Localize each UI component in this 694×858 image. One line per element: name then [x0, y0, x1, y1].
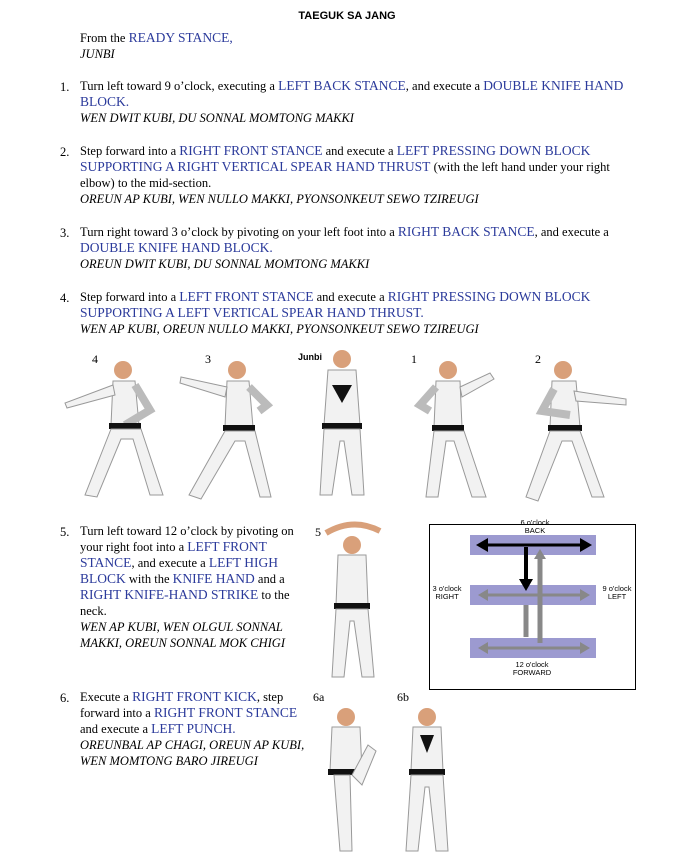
- keyword-text: LEFT HIGH BLOCK: [80, 555, 278, 586]
- keyword-text: KNIFE HAND: [172, 571, 255, 586]
- diagram-label-back: 6 o'clock BACK: [520, 518, 550, 535]
- keyword-text: LEFT FRONT STANCE: [80, 539, 267, 570]
- diagram-label-left: 9 o'clock LEFT: [602, 584, 632, 601]
- step-number: 3.: [60, 226, 70, 240]
- keyword-text: DOUBLE KNIFE HAND BLOCK.: [80, 78, 624, 109]
- photo-step-1: [410, 355, 500, 510]
- step-4: [80, 289, 620, 337]
- photo-label-5: 5: [315, 525, 321, 539]
- photo-label-1: 1: [411, 352, 417, 366]
- instruction-text: Step forward into a: [80, 144, 180, 158]
- keyword-text: RIGHT BACK STANCE: [397, 224, 535, 239]
- instruction-text: with the: [125, 572, 173, 586]
- keyword-text: RIGHT FRONT KICK: [132, 689, 257, 704]
- photo-step-6b: [402, 705, 452, 855]
- photo-step-3: [175, 355, 275, 510]
- step-korean: WEN DWIT KUBI, DU SONNAL MOMTONG MAKKI: [80, 111, 354, 125]
- keyword-text: DOUBLE KNIFE HAND BLOCK.: [80, 240, 273, 255]
- direction-diagram: [429, 518, 636, 690]
- keyword-text: LEFT PUNCH.: [151, 721, 236, 736]
- step-korean: OREUN DWIT KUBI, DU SONNAL MOMTONG MAKKI: [80, 257, 370, 271]
- diagram-label-forward: 12 o'clock FORWARD: [512, 660, 552, 677]
- step-1: [80, 78, 640, 126]
- step-number: 1.: [60, 80, 70, 94]
- step-korean: WEN AP KUBI, WEN OLGUL SONNAL MAKKI, OREUN SONNAL MOK CHIGI: [80, 620, 285, 650]
- instruction-text: Execute a: [80, 690, 133, 704]
- photo-label-2: 2: [535, 352, 541, 366]
- photo-label-6b: 6b: [397, 690, 409, 704]
- diagram-label-right: 3 o'clock RIGHT: [432, 584, 462, 601]
- intro-text: From the: [80, 31, 129, 45]
- keyword-text: RIGHT PRESSING DOWN BLOCK SUPPORTING A LEFT VERTICAL SPEAR HAND THRUST.: [80, 289, 591, 320]
- instruction-text: and execute a: [322, 144, 397, 158]
- instruction-text: Turn right toward 3 o’clock by pivoting on your left foot into a: [80, 225, 398, 239]
- instruction-text: and execute a: [313, 290, 388, 304]
- step-3: [80, 224, 625, 272]
- instruction-text: to the neck.: [80, 588, 290, 618]
- instruction-text: and a: [254, 572, 285, 586]
- instruction-text: , and execute a: [131, 556, 209, 570]
- instruction-text: Step forward into a: [80, 290, 180, 304]
- step-korean: OREUN AP KUBI, WEN NULLO MAKKI, PYONSONKEUT SEWO TZIREUGI: [80, 192, 479, 206]
- instruction-text: , step forward into a: [80, 690, 284, 720]
- photo-label-junbi: Junbi: [298, 352, 322, 362]
- photo-junbi: [312, 345, 372, 510]
- step-korean: OREUNBAL AP CHAGI, OREUN AP KUBI, WEN MOMTONG BARO JIREUGI: [80, 738, 305, 768]
- keyword-text: RIGHT FRONT STANCE: [179, 143, 323, 158]
- instruction-text: Turn left toward 12 o’clock by pivoting on your right foot into a: [80, 524, 294, 554]
- step-text: [80, 523, 305, 619]
- instruction-text: , and execute a: [534, 225, 609, 239]
- step-2: [80, 143, 625, 207]
- photo-label-4: 4: [92, 352, 98, 366]
- instruction-text: (with the left hand under your right elbow) to the mid-section.: [80, 160, 610, 190]
- photo-label-6a: 6a: [313, 690, 325, 704]
- step-korean: WEN AP KUBI, OREUN NULLO MAKKI, PYONSONKEUT SEWO TZIREUGI: [80, 322, 479, 336]
- step-number: 6.: [60, 691, 70, 705]
- photo-step-5: [318, 515, 388, 685]
- instruction-text: Turn left toward 9 o’clock, executing a: [80, 79, 279, 93]
- keyword-text: LEFT PRESSING DOWN BLOCK SUPPORTING A RIGHT VERTICAL SPEAR HAND THRUST: [80, 143, 591, 174]
- step-text: [80, 289, 620, 321]
- instruction-text: , and execute a: [405, 79, 484, 93]
- photo-label-3: 3: [205, 352, 211, 366]
- page-title: TAEGUK SA JANG: [298, 10, 396, 22]
- step-number: 5.: [60, 525, 70, 539]
- step-number: 4.: [60, 291, 70, 305]
- keyword-text: LEFT FRONT STANCE: [179, 289, 314, 304]
- keyword-text: RIGHT KNIFE-HAND STRIKE: [80, 587, 259, 602]
- intro-stance: READY STANCE,: [128, 30, 233, 45]
- step-number: 2.: [60, 145, 70, 159]
- step-text: [80, 78, 640, 110]
- step-6: [80, 689, 305, 769]
- keyword-text: LEFT BACK STANCE: [278, 78, 406, 93]
- intro: [80, 30, 380, 62]
- photo-step-4: [55, 355, 175, 510]
- photo-step-2: [518, 355, 638, 510]
- step-text: [80, 224, 625, 256]
- photo-step-6a: [312, 705, 382, 855]
- step-5: [80, 523, 305, 651]
- intro-korean: JUNBI: [80, 47, 115, 61]
- keyword-text: RIGHT FRONT STANCE: [153, 705, 298, 720]
- step-text: [80, 143, 625, 191]
- step-text: [80, 689, 305, 737]
- instruction-text: and execute a: [80, 722, 152, 736]
